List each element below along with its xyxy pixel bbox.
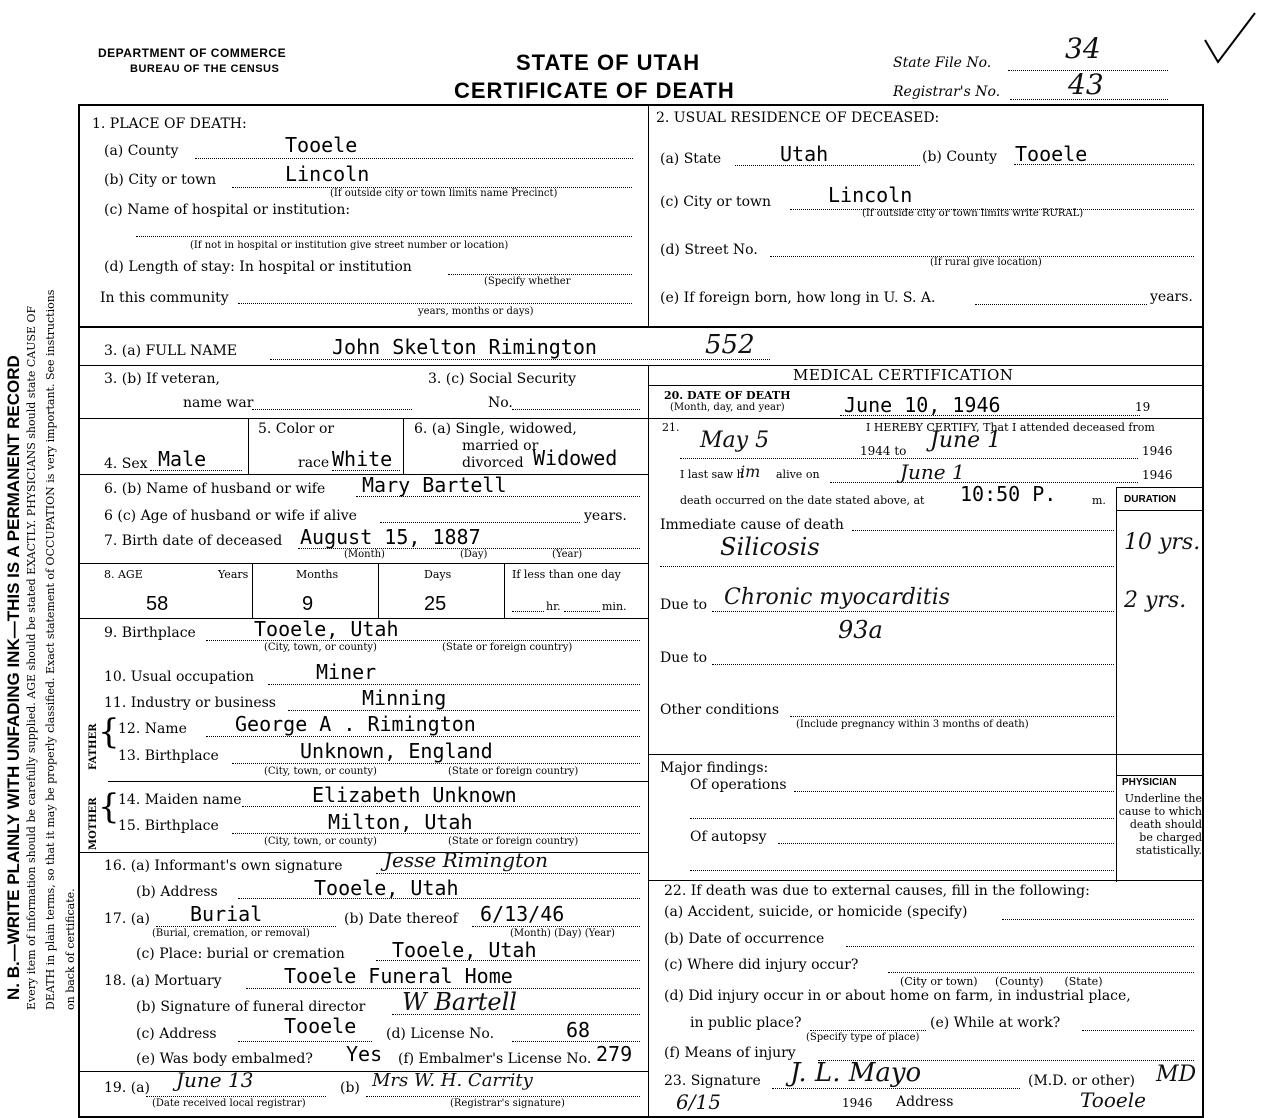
father-state-note: (State or foreign country) xyxy=(448,766,579,777)
date-received-note: (Date received local registrar) xyxy=(152,1098,306,1109)
marital-label: 6. (a) Single, widowed, xyxy=(414,421,577,437)
physician-address-value: Tooele xyxy=(1080,1088,1146,1112)
foreign-years-label: years. xyxy=(1150,289,1193,305)
residence-state-value: Utah xyxy=(780,142,829,166)
physician-signature: J. L. Mayo xyxy=(790,1058,922,1088)
burial-date-note: (Month) (Day) (Year) xyxy=(510,928,615,939)
mother-birthplace-value: Milton, Utah xyxy=(328,810,473,834)
external-causes-heading: 22. If death was due to external causes, fill in the following: xyxy=(664,883,1090,899)
certify-text: I HEREBY CERTIFY, That I attended deceased from xyxy=(866,421,1155,434)
home-injury-label: (d) Did injury occur in or about home on farm, in industrial place, xyxy=(664,988,1131,1004)
sex-value: Male xyxy=(158,447,207,471)
residence-heading: 2. USUAL RESIDENCE OF DECEASED: xyxy=(656,110,940,126)
informant-label: 16. (a) Informant's own signature xyxy=(104,858,343,874)
birth-date-value: August 15, 1887 xyxy=(300,525,481,549)
due-to-value: Chronic myocarditis xyxy=(724,585,951,610)
divorced-label: divorced xyxy=(462,455,524,471)
father-birthplace-label: 13. Birthplace xyxy=(118,748,219,764)
date-of-death-value: June 10, 1946 xyxy=(844,393,1001,417)
alive-on-label: alive on xyxy=(776,468,820,481)
specify-note: (Specify whether xyxy=(484,276,571,287)
side-instruction-line1: N. B.—WRITE PLAINLY WITH UNFADING INK—THIS IS A PERMANENT RECORD xyxy=(4,355,23,1000)
father-side-label: FATHER xyxy=(88,723,99,770)
birthplace-city-note: (City, town, or county) xyxy=(264,642,377,653)
age-label: 8. AGE xyxy=(104,568,143,581)
due-to-duration: 2 yrs. xyxy=(1124,588,1187,613)
state-title: STATE OF UTAH xyxy=(516,50,701,75)
last-saw-value: June 1 xyxy=(900,460,965,484)
state-file-label: State File No. xyxy=(893,55,992,71)
informant-address-label: (b) Address xyxy=(136,884,218,900)
place-of-death-heading: 1. PLACE OF DEATH: xyxy=(92,116,247,132)
city-label: (b) City or town xyxy=(104,172,217,188)
immediate-cause-value: Silicosis xyxy=(720,533,820,561)
checkmark-icon xyxy=(1200,10,1260,74)
street-note: (If rural give location) xyxy=(930,257,1042,268)
informant-signature: Jesse Rimington xyxy=(384,848,549,872)
community-label: In this community xyxy=(100,290,229,306)
embalmer-license-value: 279 xyxy=(596,1042,633,1066)
birthplace-state-note: (State or foreign country) xyxy=(442,642,573,653)
residence-county-value: Tooele xyxy=(1015,142,1088,166)
veteran-label: 3. (b) If veteran, xyxy=(104,371,220,387)
date-of-death-note: (Month, day, and year) xyxy=(670,402,785,413)
certificate-title: CERTIFICATE OF DEATH xyxy=(454,78,735,103)
married-label: married or xyxy=(462,438,539,454)
operations-label: Of operations xyxy=(690,777,787,793)
hospital-label: (c) Name of hospital or institution: xyxy=(104,202,351,218)
where-injury-label: (c) Where did injury occur? xyxy=(664,957,859,973)
race-value: White xyxy=(332,447,393,471)
residence-city-note: (If outside city or town limits write RURAL) xyxy=(862,208,1084,219)
age-less-than-day-label: If less than one day xyxy=(512,568,621,581)
age-years-label: Years xyxy=(218,568,249,581)
city-value: Lincoln xyxy=(285,162,370,186)
occurrence-label: (b) Date of occurrence xyxy=(664,931,825,947)
date-of-death-label: 20. DATE OF DEATH xyxy=(664,389,791,402)
registrar-number: 43 xyxy=(1068,68,1104,101)
occupation-value: Miner xyxy=(316,660,377,684)
duration-label: DURATION xyxy=(1124,494,1177,505)
immediate-cause-label: Immediate cause of death xyxy=(660,517,844,533)
burial-label: 17. (a) xyxy=(104,911,150,927)
date-received-value: June 13 xyxy=(176,1068,254,1092)
name-war-label: name war xyxy=(183,395,254,411)
last-saw-label: I last saw h xyxy=(680,468,744,481)
while-at-work-label: (e) While at work? xyxy=(930,1015,1061,1031)
mother-city-note: (City, town, or county) xyxy=(264,836,377,847)
spouse-value: Mary Bartell xyxy=(362,473,507,497)
mother-birthplace-label: 15. Birthplace xyxy=(118,818,219,834)
full-name-value: John Skelton Rimington xyxy=(332,335,597,359)
md-other-label: (M.D. or other) xyxy=(1028,1073,1135,1089)
last-saw-him: im xyxy=(740,462,761,481)
registrar-signature-label: (b) xyxy=(340,1080,360,1096)
birth-year-note: (Year) xyxy=(552,549,583,560)
city-note: (If outside city or town limits name Precinct) xyxy=(330,188,558,199)
side-instruction-line2: Every item of information should be carefully supplied. AGE should be stated EXACTLY. PHYSICIANS should state CAUSE OF xyxy=(25,305,38,1010)
major-findings-label: Major findings: xyxy=(660,760,769,776)
burial-place-value: Tooele, Utah xyxy=(392,938,537,962)
industry-label: 11. Industry or business xyxy=(104,695,276,711)
bureau-label: BUREAU OF THE CENSUS xyxy=(130,63,280,75)
occupation-label: 10. Usual occupation xyxy=(104,669,254,685)
county-label: (a) County xyxy=(104,143,179,159)
mother-state-note: (State or foreign country) xyxy=(448,836,579,847)
funeral-director-signature: W Bartell xyxy=(402,988,517,1016)
public-place-label: in public place? xyxy=(690,1015,802,1031)
item-21-label: 21. xyxy=(662,421,680,434)
signature-label: 23. Signature xyxy=(664,1073,761,1089)
age-hr-label: hr. xyxy=(546,600,561,613)
specify-type-note: (Specify type of place) xyxy=(806,1032,920,1043)
mother-maiden-value: Elizabeth Unknown xyxy=(312,783,517,807)
due-to-label: Due to xyxy=(660,597,708,613)
marital-value: Widowed xyxy=(533,446,618,470)
street-label: (d) Street No. xyxy=(660,242,758,258)
license-label: (d) License No. xyxy=(386,1026,495,1042)
attended-to-value: June 1 xyxy=(930,428,1002,453)
registrar-signature-note: (Registrar's signature) xyxy=(450,1098,565,1109)
age-days-label: Days xyxy=(424,568,452,581)
father-name-value: George A . Rimington xyxy=(235,712,476,736)
due-to-2-label: Due to xyxy=(660,650,708,666)
funeral-director-label: (b) Signature of funeral director xyxy=(136,999,366,1015)
attended-from-value: May 5 xyxy=(700,428,770,453)
death-time-m: m. xyxy=(1092,494,1106,507)
father-city-note: (City, town, or county) xyxy=(264,766,377,777)
industry-value: Minning xyxy=(362,686,447,710)
embalmer-license-label: (f) Embalmer's License No. xyxy=(398,1051,592,1067)
burial-place-label: (c) Place: burial or cremation xyxy=(136,946,345,962)
mortuary-address-label: (c) Address xyxy=(136,1026,217,1042)
mortuary-address-value: Tooele xyxy=(284,1014,357,1038)
physician-address-label: Address xyxy=(896,1094,954,1110)
spouse-age-years: years. xyxy=(584,508,627,524)
ssn-no-label: No. xyxy=(488,395,513,411)
medical-certification-heading: MEDICAL CERTIFICATION xyxy=(793,366,1014,384)
department-label: DEPARTMENT OF COMMERCE xyxy=(98,46,287,60)
birth-day-note: (Day) xyxy=(460,549,488,560)
burial-date-value: 6/13/46 xyxy=(480,902,565,926)
length-of-stay-label: (d) Length of stay: In hospital or institution xyxy=(104,259,412,275)
race-label: race xyxy=(298,455,330,471)
side-instruction-line4: on back of certificate. xyxy=(64,888,77,1010)
attended-from-year: 1944 to xyxy=(860,444,907,458)
means-injury-label: (f) Means of injury xyxy=(664,1045,796,1061)
father-birthplace-value: Unknown, England xyxy=(300,739,493,763)
birth-date-label: 7. Birth date of deceased xyxy=(104,533,283,549)
autopsy-label: Of autopsy xyxy=(690,829,767,845)
cause-code: 93a xyxy=(838,616,883,644)
residence-county-label: (b) County xyxy=(922,149,998,165)
burial-note: (Burial, cremation, or removal) xyxy=(152,928,310,939)
mortuary-value: Tooele Funeral Home xyxy=(284,964,513,988)
registrar-number-label: Registrar's No. xyxy=(893,84,1001,100)
mortuary-label: 18. (a) Mortuary xyxy=(104,973,222,989)
md-value: MD xyxy=(1156,1062,1197,1087)
death-time-value: 10:50 P. xyxy=(960,482,1057,506)
immediate-cause-duration: 10 yrs. xyxy=(1124,530,1201,555)
age-months-label: Months xyxy=(296,568,339,581)
full-name-label: 3. (a) FULL NAME xyxy=(104,343,237,359)
age-years-value: 58 xyxy=(146,593,169,615)
ssn-label: 3. (c) Social Security xyxy=(428,371,577,387)
signature-year: 1946 xyxy=(842,1096,873,1110)
last-saw-year: 1946 xyxy=(1142,468,1173,482)
side-instruction-line3: DEATH in plain terms, so that it may be properly classified. Exact statement of OCCUPATION is very important. See instructions xyxy=(44,289,57,1010)
hospital-note: (If not in hospital or institution give street number or location) xyxy=(190,240,509,251)
date-of-death-nineteen: 19 xyxy=(1135,400,1151,414)
informant-address-value: Tooele, Utah xyxy=(314,876,459,900)
foreign-born-label: (e) If foreign born, how long in U. S. A. xyxy=(660,290,936,306)
spouse-label: 6. (b) Name of husband or wife xyxy=(104,481,326,497)
mother-maiden-label: 14. Maiden name xyxy=(118,792,242,808)
physician-box-text: Underline the cause to which death should be charged statistically. xyxy=(1118,792,1202,857)
date-received-label: 19. (a) xyxy=(104,1080,150,1096)
other-conditions-label: Other conditions xyxy=(660,702,780,718)
age-min-label: min. xyxy=(602,600,627,613)
death-occurred-label: death occurred on the date stated above, at xyxy=(680,494,925,507)
residence-state-label: (a) State xyxy=(660,151,722,167)
signature-date: 6/15 xyxy=(676,1090,721,1114)
age-days-value: 25 xyxy=(424,593,447,615)
state-file-number: 34 xyxy=(1065,32,1101,65)
registrar-signature-value: Mrs W. H. Carrity xyxy=(372,1070,533,1091)
burial-value: Burial xyxy=(190,902,263,926)
county-value: Tooele xyxy=(285,133,358,157)
attended-to-year: 1946 xyxy=(1142,444,1173,458)
burial-date-label: (b) Date thereof xyxy=(344,911,458,927)
birth-month-note: (Month) xyxy=(344,549,385,560)
license-value: 68 xyxy=(566,1018,591,1042)
ymd-note: years, months or days) xyxy=(418,306,534,317)
accident-label: (a) Accident, suicide, or homicide (specify) xyxy=(664,904,968,920)
birthplace-label: 9. Birthplace xyxy=(104,625,196,641)
physician-box-title: PHYSICIAN xyxy=(1122,777,1177,788)
full-name-code: 552 xyxy=(705,330,755,360)
father-name-label: 12. Name xyxy=(118,721,187,737)
sex-label: 4. Sex xyxy=(104,456,148,472)
residence-city-label: (c) City or town xyxy=(660,194,772,210)
embalmed-value: Yes xyxy=(346,1042,383,1066)
spouse-age-label: 6 (c) Age of husband or wife if alive xyxy=(104,508,357,524)
embalmed-label: (e) Was body embalmed? xyxy=(136,1051,313,1067)
birthplace-value: Tooele, Utah xyxy=(254,617,399,641)
color-label: 5. Color or xyxy=(258,421,335,437)
where-injury-note: (City or town) (County) (State) xyxy=(900,975,1103,988)
residence-city-value: Lincoln xyxy=(828,183,913,207)
age-months-value: 9 xyxy=(302,593,314,615)
mother-side-label: MOTHER xyxy=(88,797,99,850)
other-conditions-note: (Include pregnancy within 3 months of death) xyxy=(796,719,1029,730)
